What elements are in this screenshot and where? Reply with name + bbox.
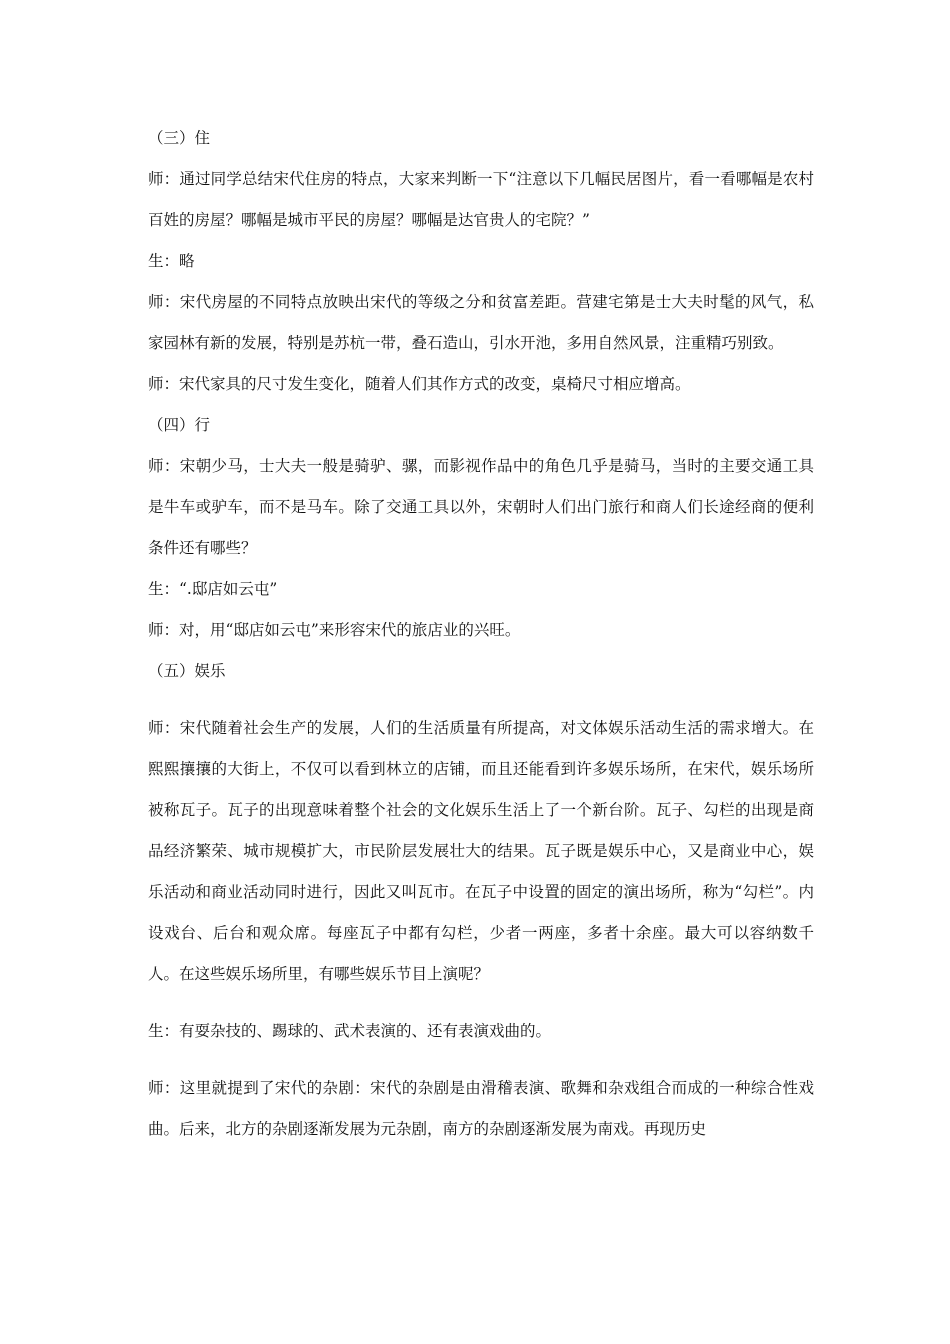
student-paragraph: 生：“.邸店如云屯”	[148, 580, 278, 598]
student-paragraph: 生：略	[148, 252, 195, 270]
paragraph-gap	[148, 995, 814, 1011]
section-heading-travel: （四）行	[148, 416, 211, 434]
teacher-paragraph: 师：宋朝少马，士大夫一般是骑驴、骡，而影视作品中的角色几乎是骑马，当时的主要交通工具是牛车或驴车，而不是马车。除了交通工具以外，宋朝时人们出门旅行和商人们长途经商的便利条件还有哪些？	[148, 457, 814, 557]
teacher-paragraph: 师：宋代房屋的不同特点放映出宋代的等级之分和贫富差距。营建宅第是士大夫时髦的风气，私家园林有新的发展，特别是苏杭一带，叠石造山，引水开池，多用自然风景，注重精巧别致。	[148, 293, 814, 352]
section-heading-housing: （三）住	[148, 129, 211, 147]
teacher-paragraph: 师：对，用“邸店如云屯”来形容宋代的旅店业的兴旺。	[148, 621, 521, 639]
teacher-paragraph: 师：通过同学总结宋代住房的特点，大家来判断一下“注意以下几幅民居图片，看一看哪幅是农村百姓的房屋？哪幅是城市平民的房屋？哪幅是达官贵人的宅院？”	[148, 170, 814, 229]
paragraph-gap	[148, 1052, 814, 1068]
student-paragraph: 生：有耍杂技的、踢球的、武术表演的、还有表演戏曲的。	[148, 1022, 552, 1040]
teacher-paragraph: 师：宋代随着社会生产的发展，人们的生活质量有所提高，对文体娱乐活动生活的需求增大。在熙熙攘攘的大街上，不仅可以看到林立的店铺，而且还能看到许多娱乐场所，在宋代，娱乐场所被称瓦子。瓦子的出现意味着整个社会的文化娱乐生活上了一个新台阶。瓦子、勾栏的出现是商品经济繁荣、城市规模扩大，市民阶层发展壮大的结果。瓦子既是娱乐中心，又是商业中心，娱乐活动和商业活动同时进行，因此又叫瓦市。在瓦子中设置的固定的演出场所，称为“勾栏”。内设戏台、后台和观众席。每座瓦子中都有勾栏，少者一两座，多者十余座。最大可以容纳数千人。在这些娱乐场所里，有哪些娱乐节目上演呢？	[148, 719, 814, 983]
teacher-paragraph: 师：宋代家具的尺寸发生变化，随着人们其作方式的改变，桌椅尺寸相应增高。	[148, 375, 691, 393]
document-body	[148, 118, 814, 1150]
teacher-paragraph: 师：这里就提到了宋代的杂剧：宋代的杂剧是由滑稽表演、歌舞和杂戏组合而成的一种综合性戏曲。后来，北方的杂剧逐渐发展为元杂剧，南方的杂剧逐渐发展为南戏。再现历史	[148, 1079, 814, 1138]
section-heading-entertainment: （五）娱乐	[148, 662, 226, 680]
paragraph-gap	[148, 692, 814, 708]
